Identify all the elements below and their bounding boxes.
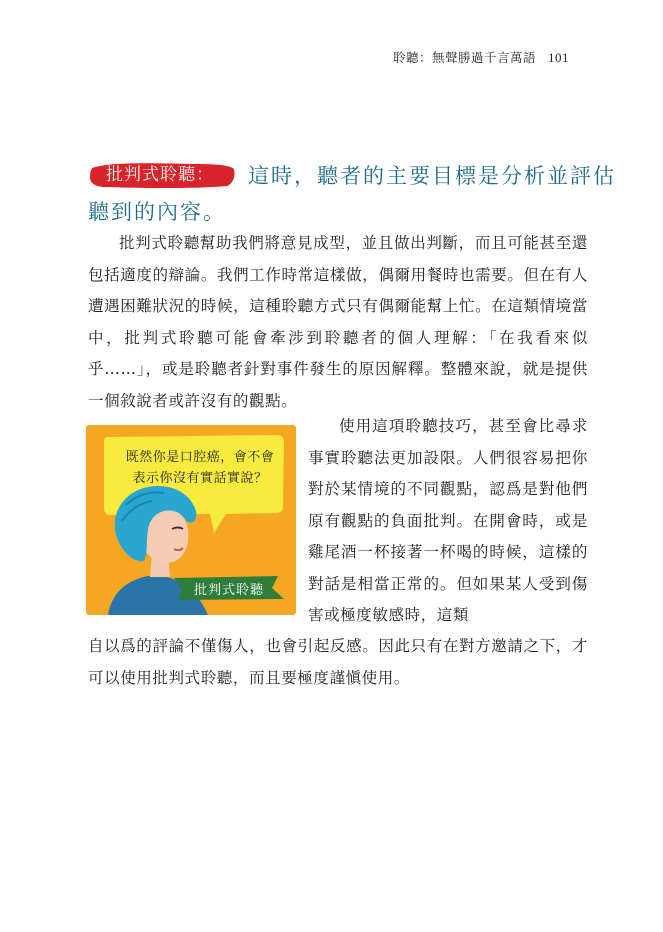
section-tag <box>88 160 236 190</box>
speech-bubble-text: 既然你是口腔癌，會不會表示你沒有實話實說？ <box>125 450 275 486</box>
heading-line-1: 這時，聽者的主要目標是分析並評估 <box>248 164 616 188</box>
paragraph-2-continued: 自以爲的評論不僅傷人，也會引起反感。因此只有在對方邀請之下，才可以使用批判式聆聽，而且要極度謹愼使用。 <box>88 637 588 687</box>
running-header <box>393 48 569 66</box>
ribbon-label: 批判式聆聽 <box>193 582 264 598</box>
running-title: 聆聽：無聲勝過千言萬語 <box>392 50 536 65</box>
section-heading <box>88 158 616 226</box>
heading-line-2: 聽到的內容。 <box>88 200 226 224</box>
paragraph-2-side-column <box>308 411 588 632</box>
page-number: 101 <box>548 50 569 65</box>
paragraph-1: 批判式聆聽幫助我們將意見成型，並且做出判斷，而且可能甚至還包括適度的辯論。我們工作時常這樣做，偶爾用餐時也需要。但在有人遭遇困難狀況的時候，這種聆聽方式只有偶爾能幫上忙。在這類情境當中，批判式聆聽可能會牽涉到聆聽者的個人理解：「在我看來似乎……」，或是聆聽者針對事件發生的原因解釋。整體來說，就是提供一個敘說者或許沒有的觀點。 <box>88 234 588 410</box>
illustration <box>86 425 296 615</box>
paragraph-2-side: 使用這項聆聽技巧，甚至會比尋求事實聆聽法更加設限。人們很容易把你對於某情境的不同觀點，認爲是對他們原有觀點的負面批判。在開會時，或是雞尾酒一杯接著一杯喝的時候，這樣的對話是相當正常的。但如果某人受到傷害或極度敏感時，這類 <box>308 417 588 624</box>
section-tag-label: 批判式聆聽： <box>106 165 214 185</box>
illustration-ribbon <box>174 575 284 601</box>
